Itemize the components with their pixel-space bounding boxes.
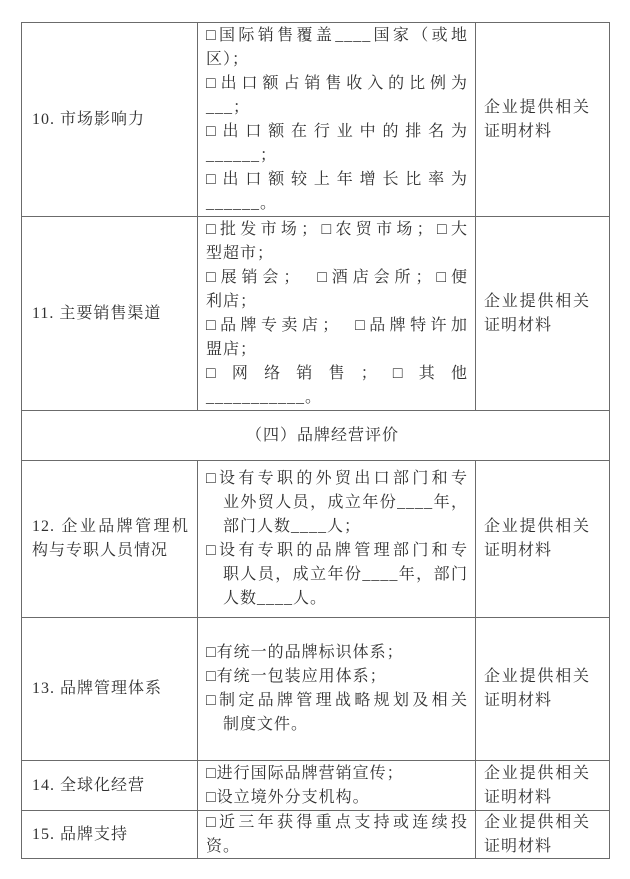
criteria-line: □近三年获得重点支持或连续投 xyxy=(206,813,468,831)
checkbox-icon[interactable]: □ xyxy=(317,268,332,286)
criteria-line: □设立境外分支机构。 xyxy=(206,788,370,806)
criteria-cell xyxy=(198,811,476,859)
criteria-line: ______。 xyxy=(206,194,278,212)
checkbox-icon[interactable]: □ xyxy=(206,788,217,806)
checkbox-icon[interactable]: □ xyxy=(206,74,221,92)
criteria-line: □进行国际品牌营销宣传； xyxy=(206,764,404,782)
criteria-cell xyxy=(198,217,476,411)
criteria-line: □国际销售覆盖____国家（或地 xyxy=(206,26,468,44)
criteria-line: □品牌专卖店； □品牌特许加 xyxy=(206,316,468,334)
criteria-line: □展销会； □酒店会所；□便 xyxy=(206,268,468,286)
criteria-line: 部门人数____人； xyxy=(223,518,362,535)
criteria-cell xyxy=(198,23,476,217)
table-row-10 xyxy=(22,23,610,217)
evidence-cell xyxy=(476,217,610,411)
checkbox-icon[interactable]: □ xyxy=(206,26,220,44)
checkbox-icon[interactable]: □ xyxy=(355,316,370,334)
item-label: 13. 品牌管理体系 xyxy=(32,680,163,697)
item-label: 11. 主要销售渠道 xyxy=(32,304,162,322)
checkbox-icon[interactable]: □ xyxy=(206,692,219,709)
table-row-15 xyxy=(22,811,610,859)
checkbox-icon[interactable]: □ xyxy=(377,364,419,382)
item-label-cell xyxy=(22,761,198,811)
item-label: 15. 品牌支持 xyxy=(32,825,129,843)
checkbox-icon[interactable]: □ xyxy=(206,542,219,559)
criteria-cell xyxy=(198,618,476,761)
evidence-cell xyxy=(476,461,610,618)
evidence-text: 企业提供相关证明材料 xyxy=(484,292,590,334)
criteria-line: □出口额较上年增长比率为 xyxy=(206,170,468,188)
criteria-cell xyxy=(198,461,476,618)
table-row-12 xyxy=(22,461,610,618)
evidence-text: 企业提供相关证明材料 xyxy=(484,813,590,855)
criteria-line: 盟店； xyxy=(206,340,258,358)
checkbox-icon[interactable]: □ xyxy=(206,668,217,685)
criteria-line: □有统一的品牌标识体系； xyxy=(206,644,404,661)
item-label-cell xyxy=(22,23,198,217)
item-label: 14. 全球化经营 xyxy=(32,776,146,794)
checkbox-icon[interactable]: □ xyxy=(206,644,217,661)
evidence-cell xyxy=(476,811,610,859)
criteria-line: 人数____人。 xyxy=(223,590,328,607)
criteria-line: □批发市场；□农贸市场；□大 xyxy=(206,220,468,238)
evidence-cell xyxy=(476,761,610,811)
checkbox-icon[interactable]: □ xyxy=(206,268,221,286)
criteria-line: 制度文件。 xyxy=(223,716,309,733)
criteria-line: □出口额在行业中的排名为 xyxy=(206,122,468,140)
criteria-line: 区）； xyxy=(206,50,250,68)
checkbox-icon[interactable]: □ xyxy=(206,170,223,188)
section-header-cell xyxy=(22,411,610,461)
evaluation-table xyxy=(21,22,610,859)
table-row-14 xyxy=(22,761,610,811)
criteria-line: □设有专职的品牌管理部门和专 xyxy=(206,542,468,559)
checkbox-icon[interactable]: □ xyxy=(206,764,217,782)
checkbox-icon[interactable]: □ xyxy=(206,220,220,238)
item-label: 12. 企业品牌管理机构与专职人员情况 xyxy=(32,518,189,559)
evidence-cell xyxy=(476,618,610,761)
criteria-line: 型超市； xyxy=(206,244,275,262)
checkbox-icon[interactable]: □ xyxy=(206,470,219,487)
item-label-cell xyxy=(22,811,198,859)
item-label-cell xyxy=(22,461,198,618)
criteria-cell xyxy=(198,761,476,811)
criteria-line: □网络销售；□其他 xyxy=(206,364,468,382)
table-row-13 xyxy=(22,618,610,761)
item-label: 10. 市场影响力 xyxy=(32,110,146,128)
evidence-text: 企业提供相关证明材料 xyxy=(484,518,590,559)
criteria-line: □有统一包装应用体系； xyxy=(206,668,387,685)
checkbox-icon[interactable]: □ xyxy=(206,122,223,140)
criteria-line: 职人员，成立年份____年，部门 xyxy=(223,566,468,583)
checkbox-icon[interactable]: □ xyxy=(433,220,451,238)
evidence-text: 企业提供相关证明材料 xyxy=(484,764,590,806)
item-label-cell xyxy=(22,618,198,761)
section-header-row xyxy=(22,411,610,461)
section-title: （四）品牌经营评价 xyxy=(245,426,399,444)
criteria-line: ___； xyxy=(206,98,251,116)
criteria-line: ___________。 xyxy=(206,388,323,406)
criteria-line: □设有专职的外贸出口部门和专 xyxy=(206,470,468,487)
criteria-line: ______； xyxy=(206,146,278,164)
checkbox-icon[interactable]: □ xyxy=(206,813,219,831)
checkbox-icon[interactable]: □ xyxy=(432,268,451,286)
criteria-line: □制定品牌管理战略规划及相关 xyxy=(206,692,468,709)
criteria-line: 资。 xyxy=(206,837,241,855)
evidence-text: 企业提供相关证明材料 xyxy=(484,98,590,140)
criteria-line: □出口额占销售收入的比例为 xyxy=(206,74,468,92)
evidence-text: 企业提供相关证明材料 xyxy=(484,668,590,709)
criteria-line: 利店； xyxy=(206,292,258,310)
checkbox-icon[interactable]: □ xyxy=(318,220,336,238)
checkbox-icon[interactable]: □ xyxy=(206,364,232,382)
checkbox-icon[interactable]: □ xyxy=(206,316,221,334)
evidence-cell xyxy=(476,23,610,217)
criteria-line: 业外贸人员，成立年份____年， xyxy=(223,494,468,511)
table-row-11 xyxy=(22,217,610,411)
item-label-cell xyxy=(22,217,198,411)
